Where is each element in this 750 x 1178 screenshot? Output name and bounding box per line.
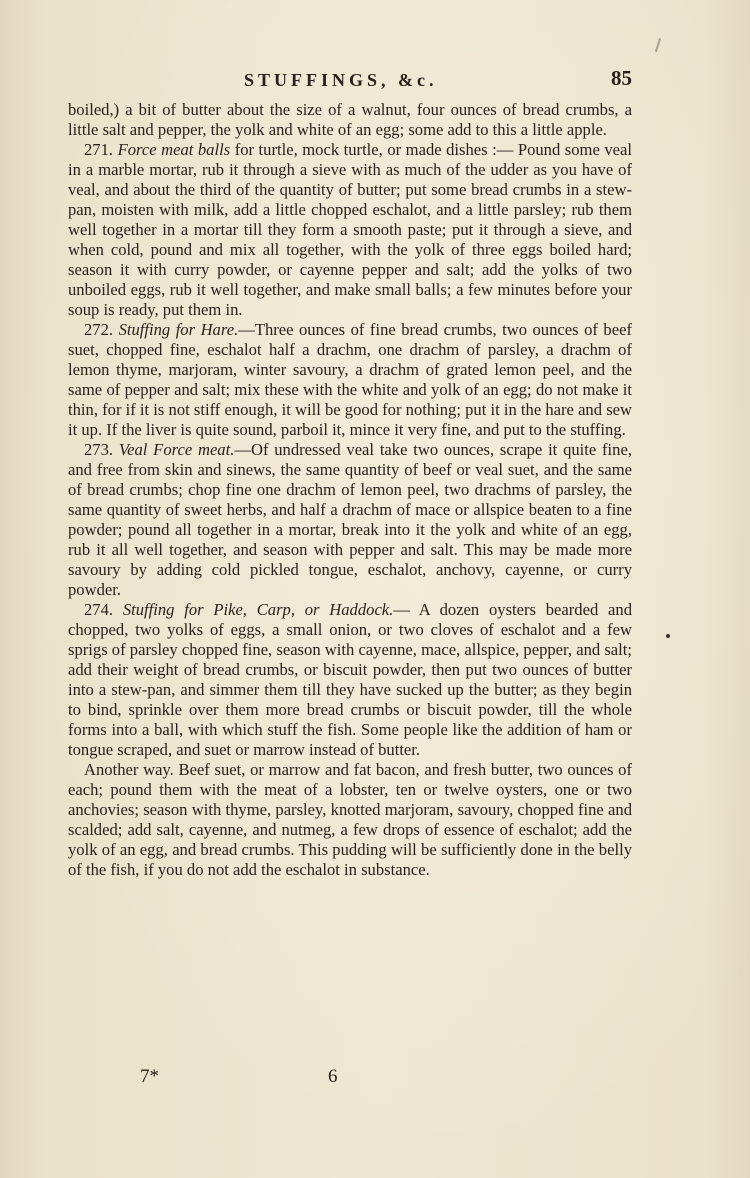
- recipe-273: [68, 440, 632, 600]
- recipe-title: Stuffing for Pike, Carp, or Haddock.: [122, 600, 394, 619]
- signature-number: 6: [328, 1066, 338, 1087]
- recipe-number: 271.: [84, 140, 114, 159]
- recipe-271: [68, 140, 632, 320]
- signature-mark: 7*: [140, 1066, 159, 1087]
- paragraph-text: Another way. Beef suet, or marrow and fat bacon, and fresh butter, two ounces of each; pound them with the meat of a lobster, ten or twelve oysters, one or two anchovies; season with thyme, parsley, knotted marjoram, savoury, chopped fine and scalded; add salt, cayenne, and nutmeg, a few drops of essence of eschalot; add the yolk of an egg, and bread crumbs. This pudding will be sufficiently done in the belly of the fish, if you do not add the eschalot in substance.: [68, 760, 632, 879]
- recipe-title: Stuffing for Hare.: [118, 320, 239, 339]
- recipe-272: [68, 320, 632, 440]
- recipe-text: —Of undressed veal take two ounces, scrape it quite fine, and free from skin and sinews, the same quantity of beef or veal suet, and the same of bread crumbs; chop fine one drachm of lemon peel, two drachms of parsley, the same quantity of sweet herbs, and half a drachm of mace or allspice beaten to a fine powder; pound all together in a mortar, break into it the yolk and white of an egg, rub it all well together, and season with pepper and salt. This may be made more savoury by adding cold pickled tongue, eschalot, anchovy, cayenne, or curry powder.: [68, 440, 632, 599]
- body-text: [68, 100, 632, 880]
- recipe-text: —Three ounces of fine bread crumbs, two ounces of beef suet, chopped fine, eschalot half a drachm, one drachm of parsley, a drachm of lemon thyme, marjoram, winter savoury, a drachm of grated lemon peel, and the same of pepper and salt; mix these with the white and yolk of an egg; do not make it thin, for if it is not stiff enough, it will be good for nothing; put it in the hare and sew it up. If the liver is quite sound, parboil it, mince it very fine, and put to the stuffing.: [68, 320, 632, 439]
- page-footer: [140, 1066, 360, 1090]
- paragraph-continuation: [68, 100, 632, 140]
- running-title: STUFFINGS, &c.: [244, 70, 438, 90]
- recipe-title: Force meat balls: [117, 140, 231, 159]
- recipe-number: 274.: [84, 600, 114, 619]
- page-header: [68, 64, 632, 94]
- pencil-mark: [655, 38, 661, 52]
- recipe-title: Veal Force meat.: [118, 440, 235, 459]
- recipe-another-way: [68, 760, 632, 880]
- ink-speck: [666, 634, 670, 638]
- recipe-number: 273.: [84, 440, 114, 459]
- recipe-274: [68, 600, 632, 760]
- paragraph-text: boiled,) a bit of butter about the size of a walnut, four ounces of bread crumbs, a little salt and pepper, the yolk and white of an egg; some add to this a little apple.: [68, 100, 632, 139]
- recipe-text: — A dozen oysters bearded and chopped, two yolks of eggs, a small onion, or two cloves of eschalot and a few sprigs of parsley chopped fine, season with cayenne, mace, allspice, pepper, and salt; add their weight of bread crumbs, or biscuit powder, then put two ounces of butter into a stew-pan, and simmer them till they have sucked up the butter; as they begin to bind, sprinkle over them more bread crumbs or biscuit powder, till the whole forms into a ball, with which stuff the fish. Some people like the addition of ham or tongue scraped, and suet or marrow instead of butter.: [68, 600, 632, 759]
- page-number: 85: [611, 66, 632, 90]
- recipe-number: 272.: [84, 320, 114, 339]
- recipe-text: for turtle, mock turtle, or made dishes :— Pound some veal in a marble mortar, rub it through a sieve with as much of the udder as you have of veal, and about the third of the quantity of butter; put some bread crumbs in a stew-pan, moisten with milk, add a little chopped eschalot, and a little parsley; rub them well together in a mortar till they form a smooth paste; put it through a sieve, and when cold, pound and mix all together, with the yolk of three eggs boiled hard; season it with curry powder, or cayenne pepper and salt; add the yolks of two unboiled eggs, rub it well together, and make small balls; a few minutes before your soup is ready, put them in.: [68, 140, 632, 319]
